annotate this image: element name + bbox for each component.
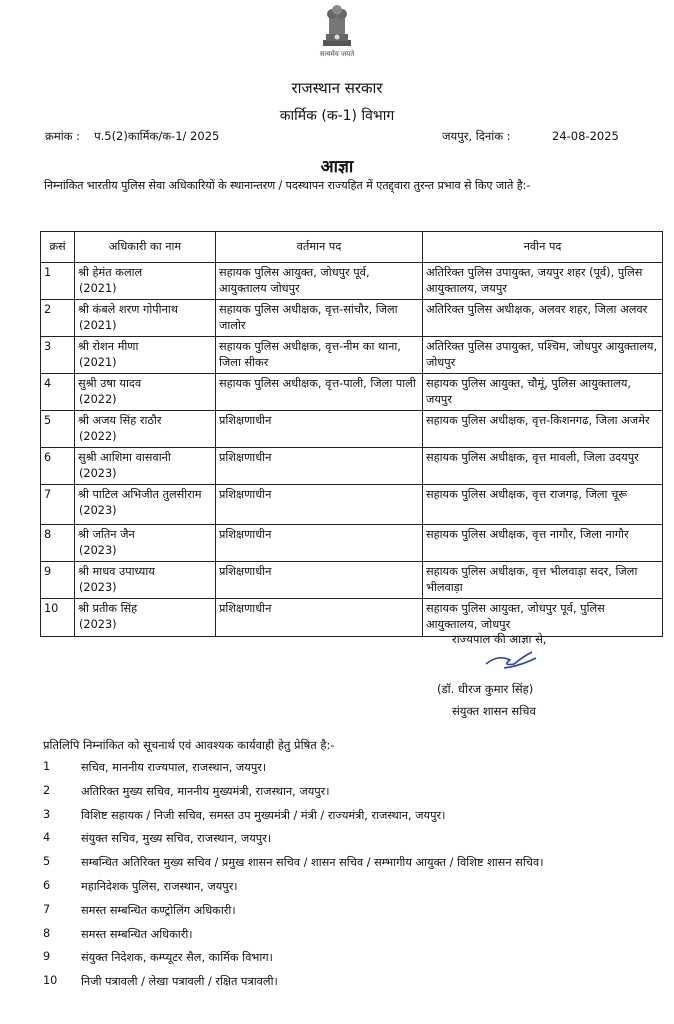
cell-serial: 3 [41, 337, 75, 374]
copy-item-text: निजी पत्रावली / लेखा पत्रावली / रक्षित पत्रावली। [81, 975, 278, 989]
copy-item-text: महानिदेशक पुलिस, राजस्थान, जयपुर। [81, 879, 238, 893]
copy-item-number: 4 [43, 831, 51, 845]
copy-item-number: 10 [43, 974, 58, 988]
copy-item [43, 855, 643, 879]
column-header-new-post: नवीन पद [423, 232, 663, 263]
cell-current-post: सहायक पुलिस अधीक्षक, वृत्त-सांचौर, जिला जालोर [216, 300, 423, 337]
signer-designation: संयुक्त शासन सचिव [452, 704, 536, 718]
order-intro: निम्नांकित भारतीय पुलिस सेवा अधिकारियों के स्थानान्तरण / पदस्थापन राज्यहित में एतद्द्वारा तुरन्त प्रभाव से किए जाते है:- [44, 179, 531, 192]
officer-batch: (2022) [79, 393, 117, 406]
table-row [41, 599, 663, 637]
reference-label: क्रमांक : [45, 129, 81, 143]
copy-item-number: 6 [43, 878, 51, 892]
copy-item [43, 808, 643, 832]
column-header-serial: क्रसं [41, 232, 75, 263]
officer-name: सुश्री उषा यादव [78, 377, 142, 390]
copy-item-text: अतिरिक्त मुख्य सचिव, माननीय मुख्यमंत्री, राजस्थान, जयपुर। [81, 784, 330, 798]
officer-name: श्री हेमंत कलाल [78, 266, 143, 279]
table-row [41, 448, 663, 485]
cell-current-post: सहायक पुलिस अधीक्षक, वृत्त-नीम का थाना, जिला सीकर [216, 337, 423, 374]
emblem-motto: सत्यमेव जयते [319, 50, 355, 58]
cell-current-post: प्रशिक्षणाधीन [216, 485, 423, 525]
cell-new-post: सहायक पुलिस अधीक्षक, वृत्त-किशनगढ, जिला अजमेर [423, 411, 663, 448]
cell-new-post: सहायक पुलिस अधीक्षक, वृत्त भीलवाड़ा सदर, जिला भीलवाड़ा [423, 562, 663, 599]
cell-serial: 10 [41, 599, 75, 637]
officer-batch: (2023) [79, 581, 117, 594]
copy-item-text: सम्बन्धित अतिरिक्त मुख्य सचिव / प्रमुख शासन सचिव / शासन सचिव / सम्भागीय आयुक्त / विशिष्ट शासन सचिव। [81, 856, 544, 870]
cell-current-post: प्रशिक्षणाधीन [216, 448, 423, 485]
table-row [41, 263, 663, 300]
copy-item [43, 879, 643, 903]
cell-serial: 9 [41, 562, 75, 599]
column-header-name: अधिकारी का नाम [75, 232, 216, 263]
table-row [41, 337, 663, 374]
cell-new-post: अतिरिक्त पुलिस अधीक्षक, अलवर शहर, जिला अलवर [423, 300, 663, 337]
table-row [41, 562, 663, 599]
copy-item [43, 784, 643, 808]
cell-officer [75, 525, 216, 562]
officer-batch: (2021) [79, 319, 117, 332]
cell-new-post: सहायक पुलिस अधीक्षक, वृत्त राजगढ़, जिला चूरू [423, 485, 663, 525]
officer-name: सुश्री आशिमा वासवानी [78, 451, 171, 464]
reference-number [45, 129, 219, 144]
cell-officer [75, 300, 216, 337]
cell-officer [75, 337, 216, 374]
order-date: 24-08-2025 [552, 129, 619, 143]
cell-serial: 2 [41, 300, 75, 337]
cell-officer [75, 599, 216, 637]
order-title: आज्ञा [320, 157, 354, 177]
signature-icon [480, 644, 550, 672]
copy-item-number: 9 [43, 950, 51, 964]
cell-officer [75, 411, 216, 448]
copy-item-text: समस्त सम्बन्धित अधिकारी। [81, 927, 193, 941]
officer-name: श्री पाटिल अभिजीत तुलसीराम [78, 488, 202, 501]
copy-item [43, 760, 643, 784]
copy-item [43, 903, 643, 927]
cell-serial: 5 [41, 411, 75, 448]
copy-item-text: सचिव, माननीय राज्यपाल, राजस्थान, जयपुर। [81, 761, 267, 774]
cell-officer [75, 448, 216, 485]
cell-new-post: सहायक पुलिस आयुक्त, चौमूं, पुलिस आयुक्तालय, जयपुर [423, 374, 663, 411]
cell-new-post: सहायक पुलिस अधीक्षक, वृत्त नागौर, जिला नागौर [423, 525, 663, 562]
cell-current-post: सहायक पुलिस आयुक्त, जोधपुर पूर्व, आयुक्तालय जोधपुर [216, 263, 423, 300]
cell-current-post: सहायक पुलिस अधीक्षक, वृत्त-पाली, जिला पाली [216, 374, 423, 411]
cell-current-post: प्रशिक्षणाधीन [216, 599, 423, 637]
officer-name: श्री अजय सिंह राठौर [78, 414, 162, 427]
cell-new-post: अतिरिक्त पुलिस उपायुक्त, जयपुर शहर (पूर्व), पुलिस आयुक्तालय, जयपुर [423, 263, 663, 300]
officer-name: श्री प्रतीक सिंह [78, 602, 138, 615]
copy-item-number: 2 [43, 783, 51, 797]
department-title: कार्मिक (क-1) विभाग [279, 108, 395, 124]
copy-item [43, 974, 643, 998]
cell-new-post: सहायक पुलिस आयुक्त, जोधपुर पूर्व, पुलिस आयुक्तालय, जोधपुर [423, 599, 663, 637]
copy-item [43, 950, 643, 974]
table-row [41, 374, 663, 411]
officer-batch: (2023) [79, 544, 117, 557]
cell-officer [75, 374, 216, 411]
officer-batch: (2022) [79, 430, 117, 443]
reference-value: प.5(2)कार्मिक/क-1/ 2025 [94, 129, 220, 143]
copy-item [43, 831, 643, 855]
copy-intro: प्रतिलिपि निम्नांकित को सूचनार्थ एवं आवश्यक कार्यवाही हेतु प्रेषित है:- [43, 738, 335, 752]
column-header-current-post: वर्तमान पद [216, 232, 423, 263]
copy-item-text: समस्त सम्बन्धित कण्ट्रोलिंग अधिकारी। [81, 903, 236, 917]
copy-item-number: 7 [43, 902, 51, 916]
state-emblem-icon [317, 0, 357, 50]
officer-name: श्री जतिन जैन [78, 528, 135, 541]
officer-name: श्री कंबले शरण गोपीनाथ [78, 303, 178, 316]
officer-name: श्री रोशन मीणा [78, 340, 139, 353]
officer-batch: (2023) [79, 467, 117, 480]
transfer-table [40, 231, 663, 637]
table-header-row [41, 232, 663, 263]
officer-batch: (2023) [79, 618, 117, 631]
copy-item-text: संयुक्त निदेशक, कम्प्यूटर सैल, कार्मिक विभाग। [81, 951, 273, 965]
cell-current-post: प्रशिक्षणाधीन [216, 525, 423, 562]
copy-item-text: संयुक्त सचिव, मुख्य सचिव, राजस्थान, जयपुर। [81, 832, 272, 846]
cell-serial: 4 [41, 374, 75, 411]
officer-batch: (2021) [79, 356, 117, 369]
copy-distribution-list [43, 760, 643, 998]
cell-serial: 1 [41, 263, 75, 300]
copy-item-number: 3 [43, 807, 51, 821]
table-row [41, 485, 663, 525]
cell-officer [75, 485, 216, 525]
copy-item-number: 8 [43, 926, 51, 940]
cell-current-post: प्रशिक्षणाधीन [216, 411, 423, 448]
place-label: जयपुर, दिनांक : [442, 129, 511, 143]
cell-serial: 6 [41, 448, 75, 485]
table-row [41, 411, 663, 448]
copy-item-text: विशिष्ट सहायक / निजी सचिव, समस्त उप मुख्यमंत्री / मंत्री / राज्यमंत्री, राजस्थान, जयपुर। [81, 808, 446, 822]
officer-batch: (2023) [79, 504, 117, 517]
cell-officer [75, 562, 216, 599]
cell-new-post: सहायक पुलिस अधीक्षक, वृत्त मावली, जिला उदयपुर [423, 448, 663, 485]
officer-batch: (2021) [79, 282, 117, 295]
signer-name: (डॉ. धीरज कुमार सिंह) [437, 682, 534, 696]
cell-serial: 7 [41, 485, 75, 525]
table-row [41, 525, 663, 562]
cell-serial: 8 [41, 525, 75, 562]
copy-item [43, 927, 643, 951]
copy-item-number: 5 [43, 855, 51, 869]
table-row [41, 300, 663, 337]
officer-name: श्री माधव उपाध्याय [78, 565, 155, 578]
cell-current-post: प्रशिक्षणाधीन [216, 562, 423, 599]
cell-new-post: अतिरिक्त पुलिस उपायुक्त, पश्चिम, जोधपुर आयुक्तालय, जोधपुर [423, 337, 663, 374]
copy-item-number: 1 [43, 760, 51, 773]
by-order-line: राज्यपाल की आज्ञा से, [452, 632, 547, 646]
cell-officer [75, 263, 216, 300]
government-title: राजस्थान सरकार [291, 79, 383, 97]
